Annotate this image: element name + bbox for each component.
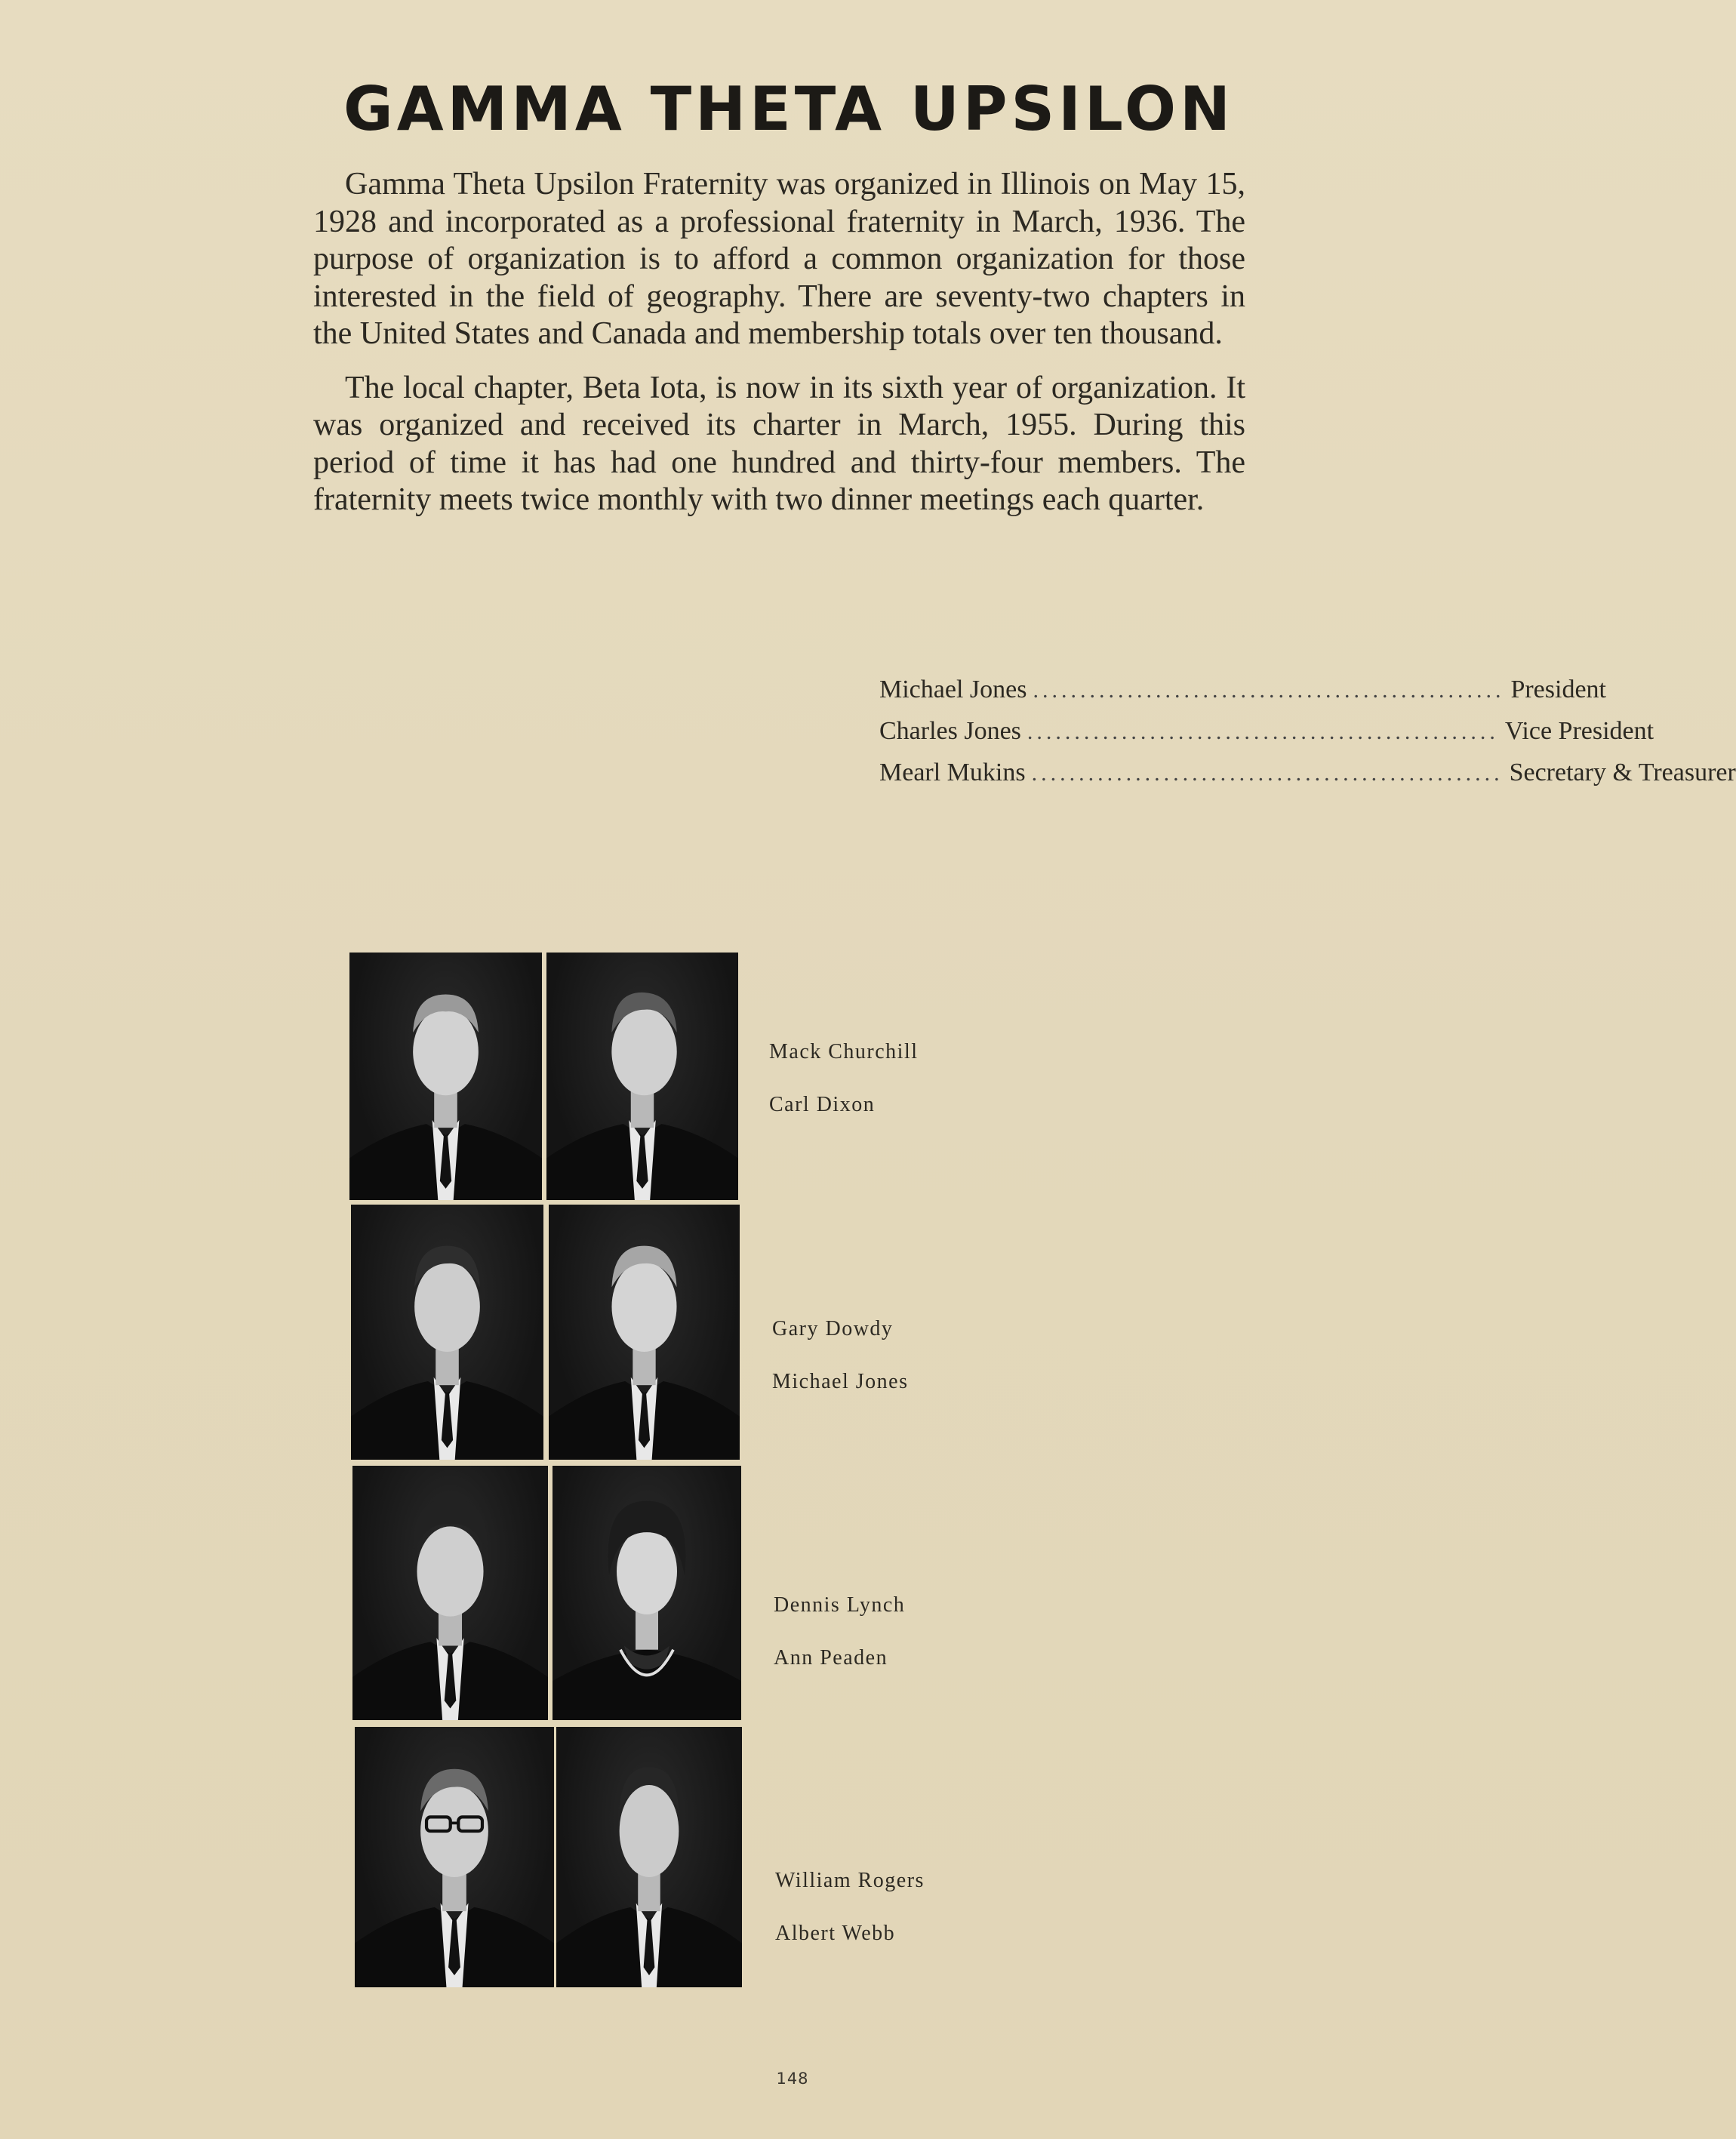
dot-leader: .................................................. — [1027, 719, 1499, 744]
member-name: Carl Dixon — [769, 1093, 876, 1116]
portrait-photo — [553, 1466, 741, 1720]
portrait-photo — [546, 953, 738, 1200]
portrait-photo — [355, 1727, 554, 1987]
paragraph-history: Gamma Theta Upsilon Fraternity was organized in Illinois on May 15, 1928 and incorporated as a professional fraternity in March, 1936. The purpose of organization is to afford a common organization for those interested in the field of geography. There are seventy-two chapters in the United States and Canada and membership totals over ten thousand. — [313, 167, 1245, 351]
portrait-photo — [349, 953, 542, 1200]
page-number: 148 — [776, 2070, 809, 2088]
officer-name: Michael Jones — [879, 676, 1027, 703]
member-name: Mack Churchill — [769, 1040, 919, 1063]
portrait-photo — [556, 1727, 742, 1987]
page-title: GAMMA THETA UPSILON — [343, 74, 1234, 144]
member-name: William Rogers — [775, 1869, 925, 1892]
officers-list — [879, 676, 1736, 800]
dot-leader: .................................................. — [1031, 761, 1504, 786]
intro-text — [313, 166, 1245, 536]
officer-role: Vice President — [1504, 717, 1654, 745]
officer-row-president — [879, 676, 1606, 717]
dot-leader: .................................................. — [1033, 678, 1505, 703]
officer-name: Mearl Mukins — [879, 759, 1026, 786]
officer-role: Secretary & Treasurer — [1509, 759, 1736, 786]
portrait-photo — [351, 1205, 543, 1460]
officer-role: President — [1510, 676, 1606, 703]
member-name: Dennis Lynch — [774, 1593, 906, 1617]
member-name: Gary Dowdy — [772, 1317, 894, 1340]
portrait-photo — [549, 1205, 740, 1460]
member-name: Ann Peaden — [774, 1646, 888, 1670]
member-name: Albert Webb — [775, 1922, 896, 1945]
officer-row-vice-president — [879, 717, 1654, 759]
paragraph-local-chapter: The local chapter, Beta Iota, is now in its sixth year of organization. It was organized and received its charter in March, 1955. During this period of time it has had one hundred and thirty-four members. The fraternity meets twice monthly with two dinner meetings each quarter. — [313, 370, 1245, 517]
member-name: Michael Jones — [772, 1370, 909, 1393]
officer-name: Charles Jones — [879, 717, 1021, 745]
portrait-photo — [352, 1466, 548, 1720]
officer-row-secretary-treasurer — [879, 759, 1736, 800]
